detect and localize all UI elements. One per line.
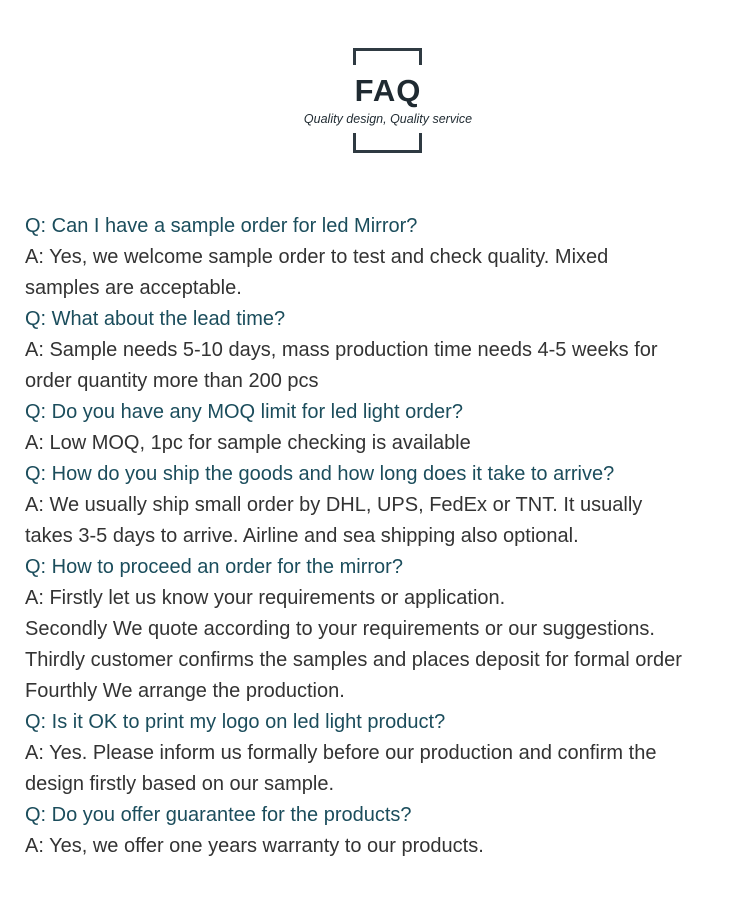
faq-question: Q: How to proceed an order for the mirror? <box>25 556 403 578</box>
faq-item <box>25 211 750 304</box>
faq-item <box>25 304 750 397</box>
faq-question: Q: Do you offer guarantee for the products? <box>25 804 412 826</box>
bracket-bottom-decoration <box>353 133 422 153</box>
page-title: FAQ <box>354 73 422 108</box>
faq-answer-line: A: Yes, we offer one years warranty to our products. <box>25 835 484 857</box>
faq-answer-line: A: We usually ship small order by DHL, UPS, FedEx or TNT. It usually <box>25 494 643 516</box>
faq-answer-line: Fourthly We arrange the production. <box>25 680 345 702</box>
page-subtitle: Quality design, Quality service <box>303 112 473 126</box>
faq-item <box>25 707 750 800</box>
faq-item <box>25 552 750 707</box>
faq-question: Q: How do you ship the goods and how long does it take to arrive? <box>25 463 615 485</box>
faq-answer-line: samples are acceptable. <box>25 277 242 299</box>
faq-answer-line: A: Firstly let us know your requirements or application. <box>25 587 506 609</box>
faq-answer-line: Secondly We quote according to your requirements or our suggestions. <box>25 618 655 640</box>
faq-question: Q: What about the lead time? <box>25 308 286 330</box>
faq-item <box>25 459 750 552</box>
faq-answer-line: design firstly based on our sample. <box>25 773 335 795</box>
faq-answer-line: takes 3-5 days to arrive. Airline and sea shipping also optional. <box>25 525 579 547</box>
faq-header <box>0 0 750 160</box>
faq-answer-line: A: Sample needs 5-10 days, mass production time needs 4-5 weeks for <box>25 339 658 361</box>
faq-answer-line: A: Yes. Please inform us formally before our production and confirm the <box>25 742 657 764</box>
faq-answer-line: A: Low MOQ, 1pc for sample checking is available <box>25 432 471 454</box>
bracket-top-decoration <box>353 48 422 65</box>
faq-answer-line: A: Yes, we welcome sample order to test and check quality. Mixed <box>25 246 609 268</box>
faq-item <box>25 397 750 459</box>
faq-answer-line: order quantity more than 200 pcs <box>25 370 319 392</box>
faq-question: Q: Is it OK to print my logo on led light product? <box>25 711 446 733</box>
faq-answer-line: Thirdly customer confirms the samples and places deposit for formal order <box>25 649 682 671</box>
faq-list <box>25 211 750 862</box>
faq-item <box>25 800 750 862</box>
faq-question: Q: Can I have a sample order for led Mirror? <box>25 215 418 237</box>
faq-question: Q: Do you have any MOQ limit for led light order? <box>25 401 463 423</box>
